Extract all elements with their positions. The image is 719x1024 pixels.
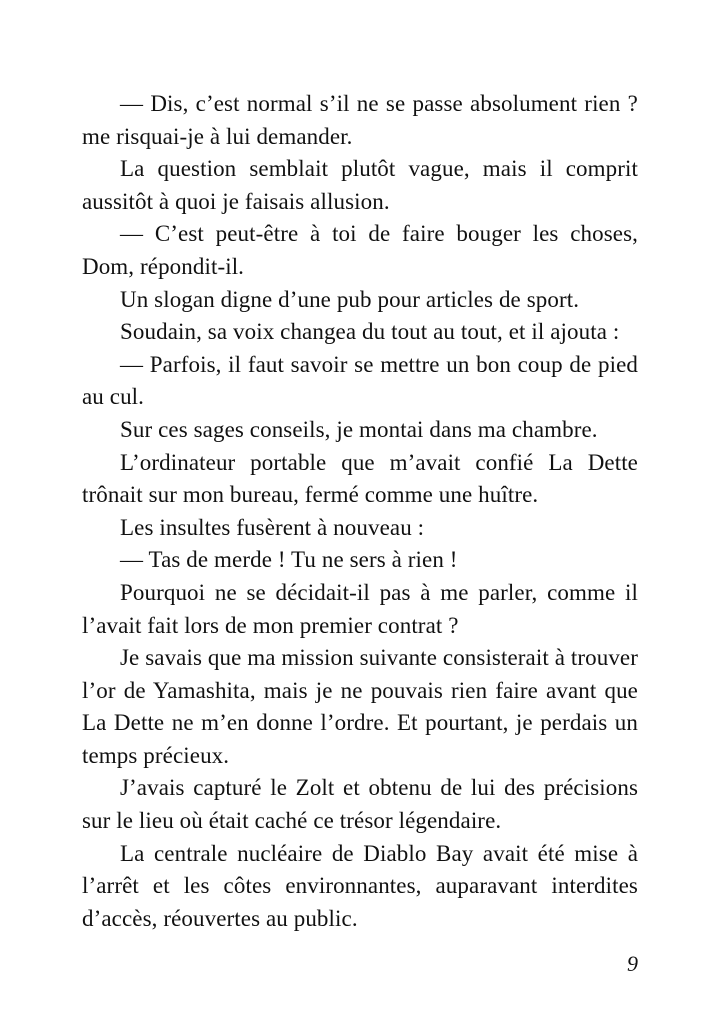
paragraph-13: J’avais capturé le Zolt et obtenu de lui des précisions sur le lieu où était caché ce trésor légendaire. [82, 775, 638, 834]
paragraph-5: Soudain, sa voix changea du tout au tout, et il ajouta : [120, 319, 620, 345]
paragraph-12: Je savais que ma mission suivante consisterait à trouver l’or de Yamashita, mais je ne pouvais rien faire avant que La Dette ne m’en donne l’ordre. Et pourtant, je perdais un temps précieux. [82, 645, 638, 768]
paragraph-1: — Dis, c’est normal s’il ne se passe absolument rien ? me risquai-je à lui demander. [82, 91, 638, 149]
paragraph-6: — Parfois, il faut savoir se mettre un bon coup de pied au cul. [82, 351, 638, 410]
paragraph-8: L’ordinateur portable que m’avait confié La Dette trônait sur mon bureau, fermé comme une huître. [82, 449, 638, 508]
paragraph-9: Les insultes fusèrent à nouveau : [120, 514, 425, 540]
paragraph-11: Pourquoi ne se décidait-il pas à me parler, comme il l’avait fait lors de mon premier contrat ? [82, 579, 638, 638]
paragraph-7: Sur ces sages conseils, je montai dans ma chambre. [120, 416, 598, 442]
paragraph-3: — C’est peut-être à toi de faire bouger les choses, Dom, répondit-il. [82, 221, 638, 279]
paragraph-2: La question semblait plutôt vague, mais il comprit aussitôt à quoi je faisais allusion. [82, 156, 638, 214]
paragraph-10: — Tas de merde ! Tu ne sers à rien ! [120, 547, 458, 573]
paragraph-4: Un slogan digne d’une pub pour articles de sport. [120, 286, 580, 312]
paragraph-14: La centrale nucléaire de Diablo Bay avait été mise à l’arrêt et les côtes environnantes, auparavant interdites d’accès, réouvertes au public. [82, 840, 638, 931]
body-text [82, 88, 638, 935]
page-number: 9 [627, 951, 638, 976]
